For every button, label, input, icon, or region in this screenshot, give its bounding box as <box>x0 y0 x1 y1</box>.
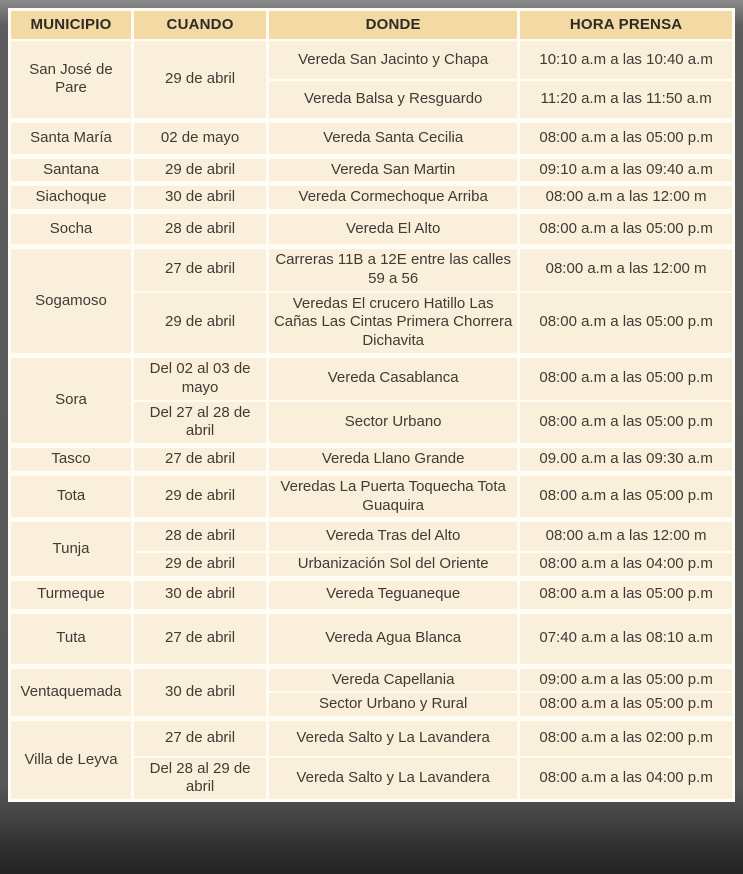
table-row <box>10 520 734 552</box>
hora-prensa-cell: 10:10 a.m a las 10:40 a.m <box>519 40 734 80</box>
donde-cell: Vereda Teguaneque <box>268 578 519 611</box>
cuando-cell: 27 de abril <box>133 446 268 474</box>
donde-cell: Vereda Salto y La Lavandera <box>268 757 519 801</box>
donde-cell: Vereda San Martin <box>268 156 519 184</box>
press-schedule-table <box>8 8 735 802</box>
donde-cell: Vereda San Jacinto y Chapa <box>268 40 519 80</box>
donde-cell: Vereda Santa Cecilia <box>268 120 519 156</box>
municipio-cell: Santa María <box>10 120 133 156</box>
table-row <box>10 40 734 80</box>
cuando-cell: Del 27 al 28 de abril <box>133 401 268 446</box>
cuando-cell: Del 28 al 29 de abril <box>133 757 268 801</box>
hora-prensa-cell: 08:00 a.m a las 05:00 p.m <box>519 292 734 356</box>
table-body <box>10 40 734 801</box>
municipio-cell: Socha <box>10 212 133 247</box>
hora-prensa-cell: 09.00 a.m a las 09:30 a.m <box>519 446 734 474</box>
table-row <box>10 473 734 520</box>
header-donde: DONDE <box>268 10 519 41</box>
table-row <box>10 247 734 292</box>
hora-prensa-cell: 08:00 a.m a las 05:00 p.m <box>519 401 734 446</box>
hora-prensa-cell: 08:00 a.m a las 04:00 p.m <box>519 552 734 578</box>
hora-prensa-cell: 11:20 a.m a las 11:50 a.m <box>519 80 734 120</box>
table-row <box>10 611 734 666</box>
cuando-cell: 27 de abril <box>133 247 268 292</box>
hora-prensa-cell: 08:00 a.m a las 05:00 p.m <box>519 692 734 718</box>
municipio-cell: Turmeque <box>10 578 133 611</box>
donde-cell: Vereda Balsa y Resguardo <box>268 80 519 120</box>
cuando-cell: 30 de abril <box>133 184 268 212</box>
cuando-cell: 30 de abril <box>133 578 268 611</box>
hora-prensa-cell: 08:00 a.m a las 12:00 m <box>519 520 734 552</box>
donde-cell: Vereda Casablanca <box>268 356 519 401</box>
header-cuando: CUANDO <box>133 10 268 41</box>
table-row <box>10 578 734 611</box>
hora-prensa-cell: 08:00 a.m a las 02:00 p.m <box>519 719 734 757</box>
donde-cell: Carreras 11B a 12E entre las calles 59 a 56 <box>268 247 519 292</box>
donde-cell: Vereda Salto y La Lavandera <box>268 719 519 757</box>
municipio-cell: Siachoque <box>10 184 133 212</box>
donde-cell: Vereda El Alto <box>268 212 519 247</box>
hora-prensa-cell: 07:40 a.m a las 08:10 a.m <box>519 611 734 666</box>
donde-cell: Sector Urbano y Rural <box>268 692 519 718</box>
cuando-cell: 29 de abril <box>133 156 268 184</box>
donde-cell: Vereda Capellania <box>268 666 519 692</box>
donde-cell: Vereda Cormechoque Arriba <box>268 184 519 212</box>
hora-prensa-cell: 08:00 a.m a las 05:00 p.m <box>519 120 734 156</box>
table-row <box>10 156 734 184</box>
donde-cell: Veredas La Puerta Toquecha Tota Guaquira <box>268 473 519 520</box>
cuando-cell: 28 de abril <box>133 520 268 552</box>
hora-prensa-cell: 08:00 a.m a las 05:00 p.m <box>519 578 734 611</box>
cuando-cell: 27 de abril <box>133 719 268 757</box>
donde-cell: Urbanización Sol del Oriente <box>268 552 519 578</box>
cuando-cell: 29 de abril <box>133 292 268 356</box>
municipio-cell: San José de Pare <box>10 40 133 120</box>
table-row <box>10 719 734 757</box>
municipio-cell: Santana <box>10 156 133 184</box>
municipio-cell: Tuta <box>10 611 133 666</box>
municipio-cell: Sora <box>10 356 133 446</box>
cuando-cell: 29 de abril <box>133 40 268 120</box>
hora-prensa-cell: 09:00 a.m a las 05:00 p.m <box>519 666 734 692</box>
hora-prensa-cell: 08:00 a.m a las 05:00 p.m <box>519 356 734 401</box>
municipio-cell: Tunja <box>10 520 133 578</box>
header-municipio: MUNICIPIO <box>10 10 133 41</box>
cuando-cell: Del 02 al 03 de mayo <box>133 356 268 401</box>
cuando-cell: 29 de abril <box>133 552 268 578</box>
table-row <box>10 184 734 212</box>
header-hora-prensa: HORA PRENSA <box>519 10 734 41</box>
municipio-cell: Tasco <box>10 446 133 474</box>
table-row <box>10 666 734 692</box>
donde-cell: Sector Urbano <box>268 401 519 446</box>
cuando-cell: 02 de mayo <box>133 120 268 156</box>
hora-prensa-cell: 08:00 a.m a las 05:00 p.m <box>519 212 734 247</box>
cuando-cell: 27 de abril <box>133 611 268 666</box>
donde-cell: Vereda Agua Blanca <box>268 611 519 666</box>
donde-cell: Vereda Llano Grande <box>268 446 519 474</box>
donde-cell: Veredas El crucero Hatillo Las Cañas Las Cintas Primera Chorrera Dichavita <box>268 292 519 356</box>
municipio-cell: Villa de Leyva <box>10 719 133 801</box>
hora-prensa-cell: 08:00 a.m a las 12:00 m <box>519 247 734 292</box>
cuando-cell: 30 de abril <box>133 666 268 719</box>
hora-prensa-cell: 09:10 a.m a las 09:40 a.m <box>519 156 734 184</box>
hora-prensa-cell: 08:00 a.m a las 12:00 m <box>519 184 734 212</box>
cuando-cell: 28 de abril <box>133 212 268 247</box>
hora-prensa-cell: 08:00 a.m a las 04:00 p.m <box>519 757 734 801</box>
municipio-cell: Sogamoso <box>10 247 133 356</box>
table-row <box>10 446 734 474</box>
municipio-cell: Tota <box>10 473 133 520</box>
cuando-cell: 29 de abril <box>133 473 268 520</box>
hora-prensa-cell: 08:00 a.m a las 05:00 p.m <box>519 473 734 520</box>
donde-cell: Vereda Tras del Alto <box>268 520 519 552</box>
municipio-cell: Ventaquemada <box>10 666 133 719</box>
table-row <box>10 212 734 247</box>
table-header <box>10 10 734 41</box>
table-row <box>10 356 734 401</box>
header-row <box>10 10 734 41</box>
table-row <box>10 120 734 156</box>
